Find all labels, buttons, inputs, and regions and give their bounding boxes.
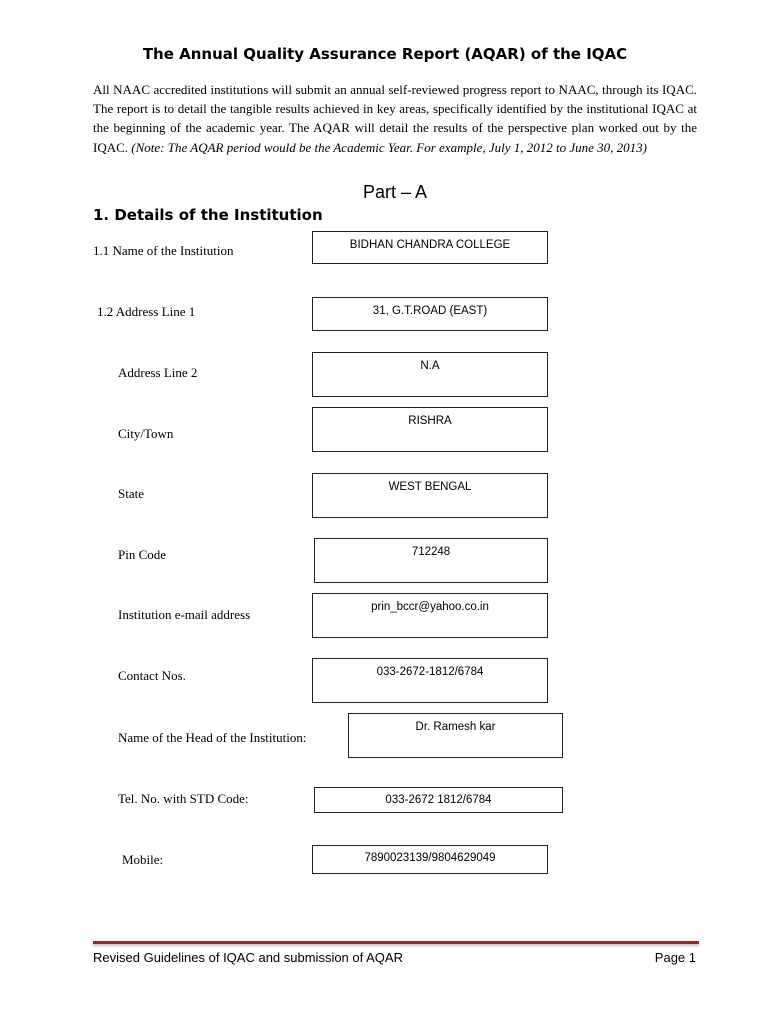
mobile-label: Mobile: [122,852,164,867]
part-heading: Part – A [362,182,428,202]
contact-label: Contact Nos. [118,668,186,683]
email-field[interactable]: prin_bccr@yahoo.co.in [312,593,548,638]
head-field[interactable]: Dr. Ramesh kar [348,713,563,758]
address-line2-label: Address Line 2 [118,365,198,380]
address-line1-label: 1.2 Address Line 1 [97,304,196,319]
name-label: 1.1 Name of the Institution [93,243,234,258]
pin-code-field[interactable]: 712248 [314,538,548,583]
email-label: Institution e-mail address [118,607,251,622]
contact-field[interactable]: 033-2672-1812/6784 [312,658,548,703]
pin-code-label: Pin Code [118,547,167,562]
city-label: City/Town [118,426,174,441]
state-field[interactable]: WEST BENGAL [312,473,548,518]
footer-divider [93,941,699,944]
address-line2-field[interactable]: N.A [312,352,548,397]
tel-label: Tel. No. with STD Code: [118,791,249,806]
intro-text: All NAAC accredited institutions will submit an annual self-reviewed progress report to NAAC, through its IQAC. The report is to detail the tangible results achieved in key areas, specifically identified by the institutional IQAC at the beginning of the academic year. The AQAR will detail the results of the perspective plan worked out by the IQAC. [93,82,697,155]
footer-caption: Revised Guidelines of IQAC and submission of AQAR [93,950,403,965]
state-label: State [118,486,144,501]
intro-note: (Note: The AQAR period would be the Academic Year. For example, July 1, 2012 to June 30, 2013) [131,139,647,155]
section-heading: 1. Details of the Institution [93,206,323,224]
page-number: Page 1 [654,950,696,965]
mobile-field[interactable]: 7890023139/9804629049 [312,845,548,874]
name-field[interactable]: BIDHAN CHANDRA COLLEGE [312,231,548,264]
intro-paragraph [93,80,697,157]
head-label: Name of the Head of the Institution: [118,730,307,745]
document-title: The Annual Quality Assurance Report (AQAR) of the IQAC [142,45,628,63]
tel-field[interactable]: 033-2672 1812/6784 [314,787,563,813]
city-field[interactable]: RISHRA [312,407,548,452]
address-line1-field[interactable]: 31, G.T.ROAD (EAST) [312,297,548,331]
